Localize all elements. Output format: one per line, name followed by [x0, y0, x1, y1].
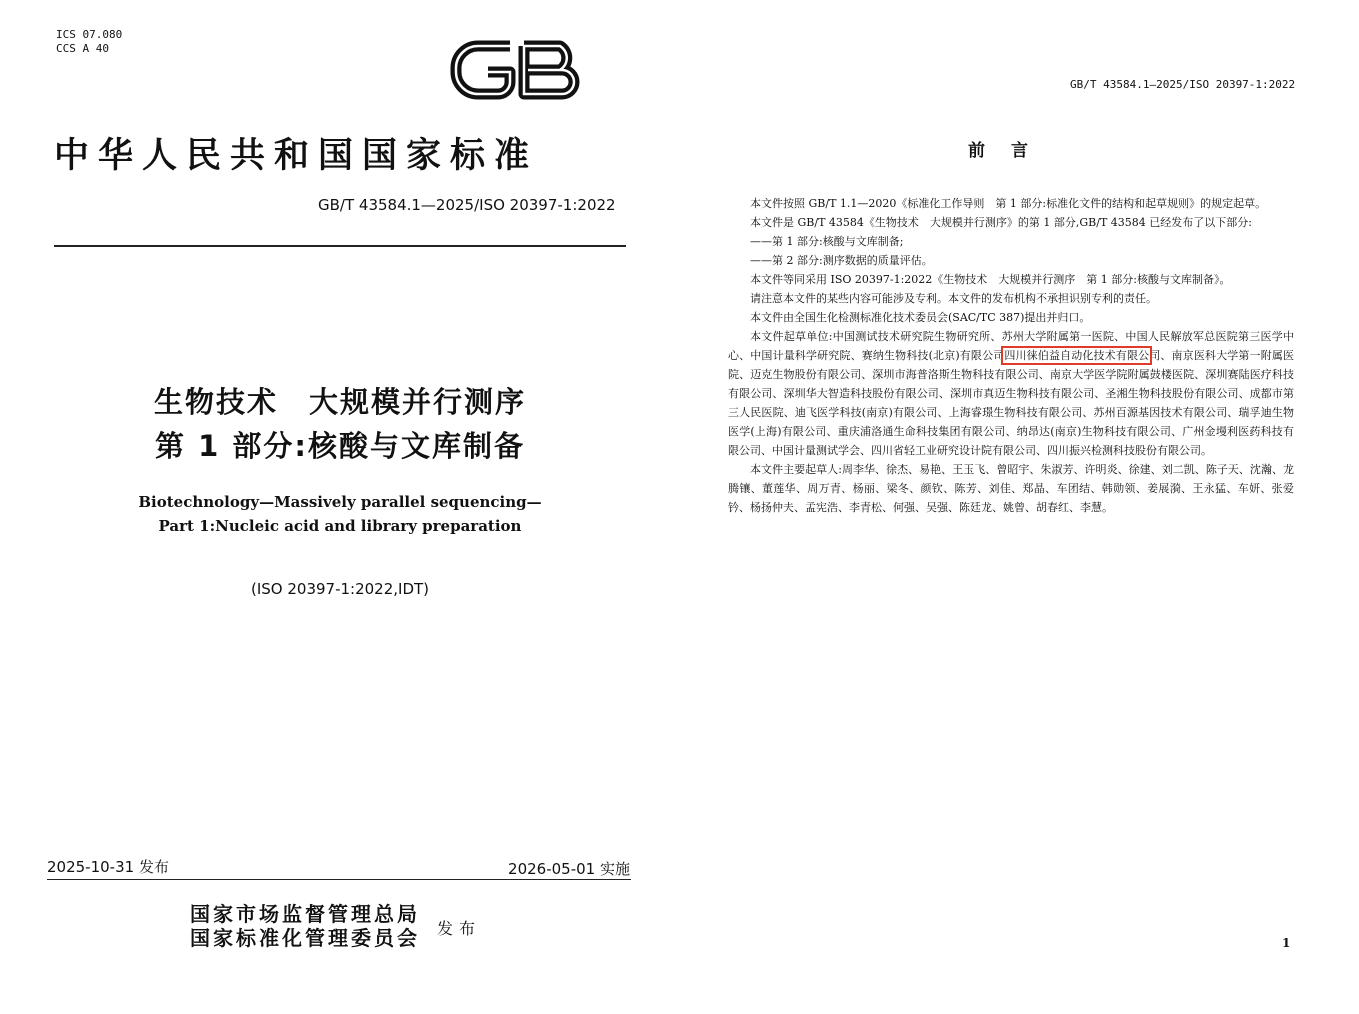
list-item-part2: ——第 2 部分:测序数据的质量评估。	[750, 254, 933, 267]
drafting-units-before: 本文件起草单位:中国测试技术研究院生物研究所、苏州大学附属第一医院、中国人民解放军总医院第三医学中心、中国计量科学研究院、赛纳生物科技(北京)有限公司	[728, 330, 1294, 362]
list-item-part1: ——第 1 部分:核酸与文库制备;	[750, 235, 904, 248]
ccs-code: CCS A 40	[56, 42, 109, 55]
english-title-line2: Part 1:Nucleic acid and library preparation	[158, 517, 522, 535]
paragraph-drafting-units	[728, 327, 1294, 460]
issuer-samr: 国家市场监督管理总局	[190, 902, 420, 926]
issuing-authorities	[190, 902, 420, 950]
english-title	[110, 490, 570, 538]
highlighted-company: 四川徕伯益自动化技术有限公	[1004, 349, 1150, 362]
gb-logo-icon	[448, 34, 588, 106]
cover-bottom-rule	[47, 879, 631, 880]
chinese-title-line1: 生物技术 大规模并行测序	[153, 385, 526, 419]
publish-label: 发布	[437, 919, 482, 938]
ics-code: ICS 07.080	[56, 28, 123, 41]
cover-top-rule	[54, 245, 626, 247]
iso-reference: (ISO 20397-1:2022,IDT)	[250, 580, 430, 598]
issuer-sac: 国家标准化管理委员会	[190, 926, 420, 950]
paragraph-committee: 本文件由全国生化检测标准化技术委员会(SAC/TC 387)提出并归口。	[750, 311, 1091, 324]
paragraph-drafting-rules: 本文件按照 GB/T 1.1—2020《标准化工作导则 第 1 部分:标准化文件的结构和起草规则》的规定起草。	[750, 197, 1267, 210]
paragraph-drafters: 本文件主要起草人:周李华、徐杰、易艳、王玉飞、曾昭宇、朱淑芳、许明炎、徐建、刘二凯、陈子天、沈瀚、龙腾镶、董莲华、周万青、杨丽、梁冬、颜钦、陈芳、刘佳、郑晶、车团结、韩勋领、姜展漪、王永猛、车妍、张爱钤、杨扬仲夫、孟宪浩、李青松、何强、吴强、陈廷龙、姚曾、胡春红、李慧。	[728, 463, 1294, 514]
standard-number: GB/T 43584.1—2025/ISO 20397-1:2022	[318, 196, 616, 214]
ics-ccs-block	[56, 28, 122, 56]
foreword-body	[728, 194, 1294, 517]
issue-date: 2025-10-31 发布	[47, 858, 169, 876]
paragraph-parts: 本文件是 GB/T 43584《生物技术 大规模并行测序》的第 1 部分,GB/T 43584 已经发布了以下部分:	[750, 216, 1252, 229]
foreword-title: 前言	[968, 141, 1054, 161]
running-header: GB/T 43584.1—2025/ISO 20397-1:2022	[1070, 78, 1296, 91]
national-standard-title: 中华人民共和国国家标准	[54, 135, 539, 176]
chinese-title	[110, 380, 570, 468]
paragraph-patent: 请注意本文件的某些内容可能涉及专利。本文件的发布机构不承担识别专利的责任。	[750, 292, 1157, 305]
paragraph-adoption: 本文件等同采用 ISO 20397-1:2022《生物技术 大规模并行测序 第 1 部分:核酸与文库制备》。	[750, 273, 1231, 286]
drafting-units-after: 司、南京医科大学第一附属医院、迈克生物股份有限公司、深圳市海普洛斯生物科技有限公司、南京大学医学院附属鼓楼医院、深圳赛陆医疗科技有限公司、深圳华大智造科技股份有限公司、深圳市真迈生物科技有限公司、圣湘生物科技股份有限公司、成都市第三人民医院、迪飞医学科技(南京)有限公司、上海睿璟生物科技有限公司、苏州百源基因技术有限公司、瑞孚迪生物医学(上海)有限公司、重庆浦洛通生命科技集团有限公司、纳昂达(南京)生物科技有限公司、广州金墁利医药科技有限公司、中国计量测试学会、四川省轻工业研究设计院有限公司、四川振兴检测科技股份有限公司。	[728, 349, 1294, 457]
page-number: 1	[1282, 936, 1291, 950]
chinese-title-line2: 第 1 部分:核酸与文库制备	[155, 429, 525, 463]
english-title-line1: Biotechnology—Massively parallel sequencing—	[138, 493, 542, 511]
implementation-date: 2026-05-01 实施	[508, 860, 630, 878]
